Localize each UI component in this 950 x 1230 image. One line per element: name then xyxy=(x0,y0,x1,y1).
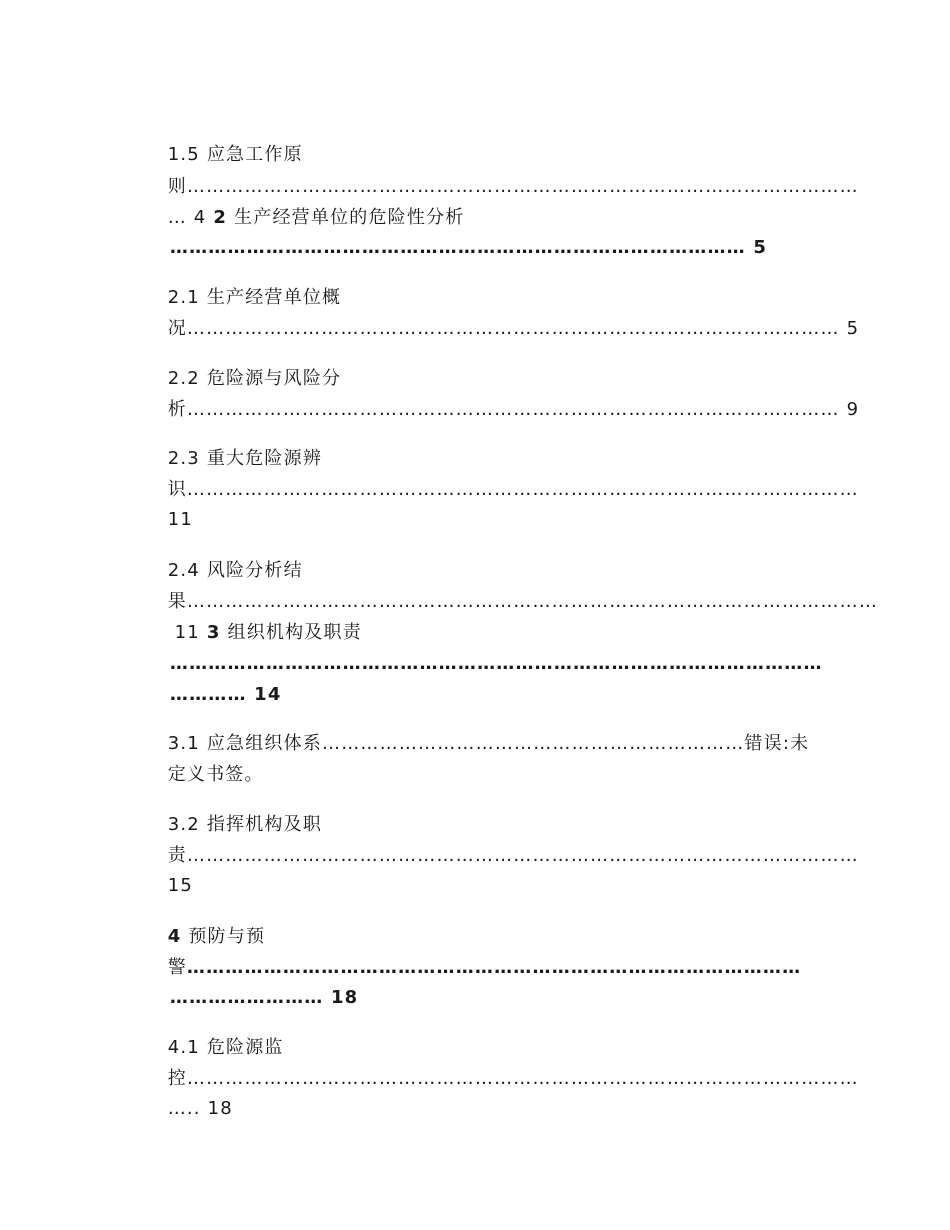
toc-leader: …………………… 18 xyxy=(169,987,359,1008)
toc-leader: ………… 14 xyxy=(169,684,282,705)
toc-text: 生产经营单位的危险性分析 xyxy=(227,207,465,228)
toc-leader: 析………………………………………………………………………………………… 9 xyxy=(167,399,860,420)
toc-page-number: 15 xyxy=(167,875,193,896)
toc-text: 2.4 风险分析结 xyxy=(167,560,303,581)
toc-line xyxy=(140,454,859,526)
toc-text: 2.1 生产经营单位概 xyxy=(167,287,342,308)
toc-leader: 识…………………………………………………………………………………………… xyxy=(167,479,859,500)
toc-leader: ……………………………………………………………………………… 5 xyxy=(169,237,768,258)
toc-page-number: 11 xyxy=(167,509,193,530)
toc-text: 3.1 应急组织体系…………………………………………………………错误:未 xyxy=(167,733,810,754)
toc-chapter-number: 4 xyxy=(167,926,182,947)
toc-chapter-number: 3 xyxy=(206,622,221,643)
toc-text: 11 xyxy=(167,622,207,643)
toc-line xyxy=(140,1043,859,1115)
toc-leader: 则…………………………………………………………………………………………… xyxy=(167,176,859,197)
toc-leader: 责…………………………………………………………………………………………… xyxy=(167,845,859,866)
toc-text: … 4 xyxy=(167,207,214,228)
toc-text: 1.5 应急工作原 xyxy=(167,144,303,165)
toc-line xyxy=(140,1073,233,1145)
toc-text: 定义书签。 xyxy=(167,764,264,785)
toc-leader: ………………………………………………………………………………………… xyxy=(169,653,823,674)
toc-text: 组织机构及职责 xyxy=(220,622,362,643)
toc-leader: 果……………………………………………………………………………………………… xyxy=(167,591,879,612)
toc-leader: 况………………………………………………………………………………………… 5 xyxy=(167,318,860,339)
toc-chapter-number: 2 xyxy=(213,207,228,228)
toc-leader: …………………………………………………………………………………… xyxy=(186,957,802,978)
toc-line xyxy=(140,820,859,892)
toc-text: 2.2 危险源与风险分 xyxy=(167,368,342,389)
toc-leader: ….. 18 xyxy=(167,1098,233,1119)
toc-text: 3.2 指挥机构及职 xyxy=(167,814,323,835)
toc-text: 2.3 重大危险源辨 xyxy=(167,448,323,469)
toc-leader: 控…………………………………………………………………………………………… xyxy=(167,1068,859,1089)
toc-text: 4.1 危险源监 xyxy=(167,1037,284,1058)
toc-text: 警 xyxy=(167,957,187,978)
toc-text: 预防与预 xyxy=(181,926,266,947)
